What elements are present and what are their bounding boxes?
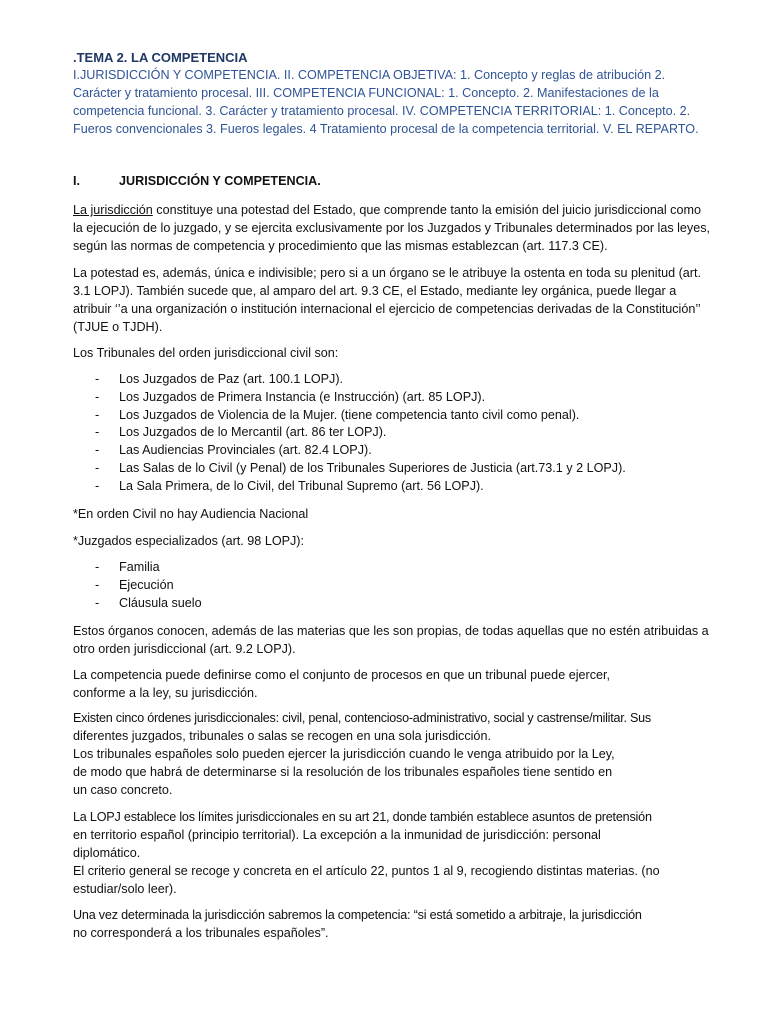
section-number: I. (73, 174, 80, 188)
paragraph-potestad: La potestad es, además, única e indivisible; pero si a un órgano se le atribuye la ostenta en toda su plenitud (art. 3.1 LOPJ). También sucede que, al amparo del art. 9.3 CE, el Estado, mediante ley orgánica, puede llegar a atribuir ‘’a una organización o institución internacional el ejercicio de competencias derivadas de la Constitución’’ (TJUE o TJDH). (73, 266, 701, 334)
list-item: - Cláusula suelo (95, 595, 202, 610)
paragraph-competencia: La competencia puede definirse como el conjunto de procesos en que un tribunal puede ejercer, conforme a la ley, su jurisdicción. (73, 668, 610, 700)
paragraph-arbitraje: Una vez determinada la jurisdicción sabremos la competencia: “si está sometido a arbitraje, la jurisdicción no corresponderá a los tribunales españoles”. (73, 908, 642, 940)
especializados-list (73, 559, 693, 612)
list-item: - Los Juzgados de lo Mercantil (art. 86 ter LOPJ). (95, 425, 387, 440)
note-juzgados-especializados: *Juzgados especializados (art. 98 LOPJ): (73, 534, 305, 548)
tribunales-list (73, 371, 693, 496)
chapter-summary: I.JURISDICCIÓN Y COMPETENCIA. II. COMPETENCIA OBJETIVA: 1. Concepto y reglas de atribución 2. Carácter y tratamiento procesal. III. COMPETENCIA FUNCIONAL: 1. Concepto. 2. Manifestaciones de la competencia funcional. 3. Carácter y tratamiento procesal. IV. COMPETENCIA TERRITORIAL: 1. Concepto. 2. Fueros convencionales 3. Fueros legales. 4 Tratamiento procesal de la competencia territorial. V. EL REPARTO. (73, 68, 699, 136)
list-item: - Las Audiencias Provinciales (art. 82.4 LOPJ). (95, 443, 372, 458)
list-item: - Los Juzgados de Paz (art. 100.1 LOPJ). (95, 372, 344, 386)
underlined-term: La jurisdicción (73, 203, 153, 217)
paragraph-jurisdiccion: La jurisdicción constituye una potestad del Estado, que comprende tanto la emisión del juicio jurisdiccional como la ejecución de lo juzgado, y se ejercita exclusivamente por los Juzgados y Tribunales determinados por las leyes, según las normas de competencia y procedimiento que las mismas establezcan (art. 117.3 CE). (73, 203, 711, 253)
list-item: - La Sala Primera, de lo Civil, del Tribunal Supremo (art. 56 LOPJ). (95, 478, 484, 493)
list-item: - Ejecución (95, 577, 174, 592)
section-heading (73, 174, 321, 188)
paragraph-lopj: La LOPJ establece los límites jurisdiccionales en su art 21, donde también establece asuntos de pretensión en territorio español (principio territorial). La excepción a la inmunidad de jurisdicción: personal diplomático. El criterio general se recoge y concreta en el artículo 22, puntos 1 al 9, recogiendo distintas materias. (no estudiar/solo leer). (73, 810, 660, 896)
paragraph-organos: Estos órganos conocen, además de las materias que les son propias, de todas aquellas que no estén atribuidas a otro orden jurisdiccional (art. 9.2 LOPJ). (73, 624, 709, 656)
list-item: - Los Juzgados de Primera Instancia (e Instrucción) (art. 85 LOPJ). (95, 389, 486, 404)
paragraph-tribunales-intro: Los Tribunales del orden jurisdiccional civil son: (73, 346, 339, 360)
list-item: - Familia (95, 560, 160, 574)
note-audiencia-nacional: *En orden Civil no hay Audiencia Nacional (73, 507, 309, 521)
document-title: .TEMA 2. LA COMPETENCIA (73, 50, 248, 65)
list-item: - Las Salas de lo Civil (y Penal) de los Tribunales Superiores de Justicia (art.73.1 y 2 LOPJ). (95, 460, 626, 475)
list-item: - Los Juzgados de Violencia de la Mujer. (tiene competencia tanto civil como penal). (95, 407, 580, 422)
section-title: JURISDICCIÓN Y COMPETENCIA. (119, 174, 321, 188)
paragraph-ordenes: Existen cinco órdenes jurisdiccionales: civil, penal, contencioso-administrativo, social y castrense/militar. Sus diferentes juzgados, tribunales o salas se recogen en una sola jurisdicción. Los tribunales españoles solo pueden ejercer la jurisdicción cuando le venga atribuido por la Ley, de modo que habrá de determinarse si la resolución de los tribunales españoles tiene sentido en un caso concreto. (73, 711, 651, 797)
